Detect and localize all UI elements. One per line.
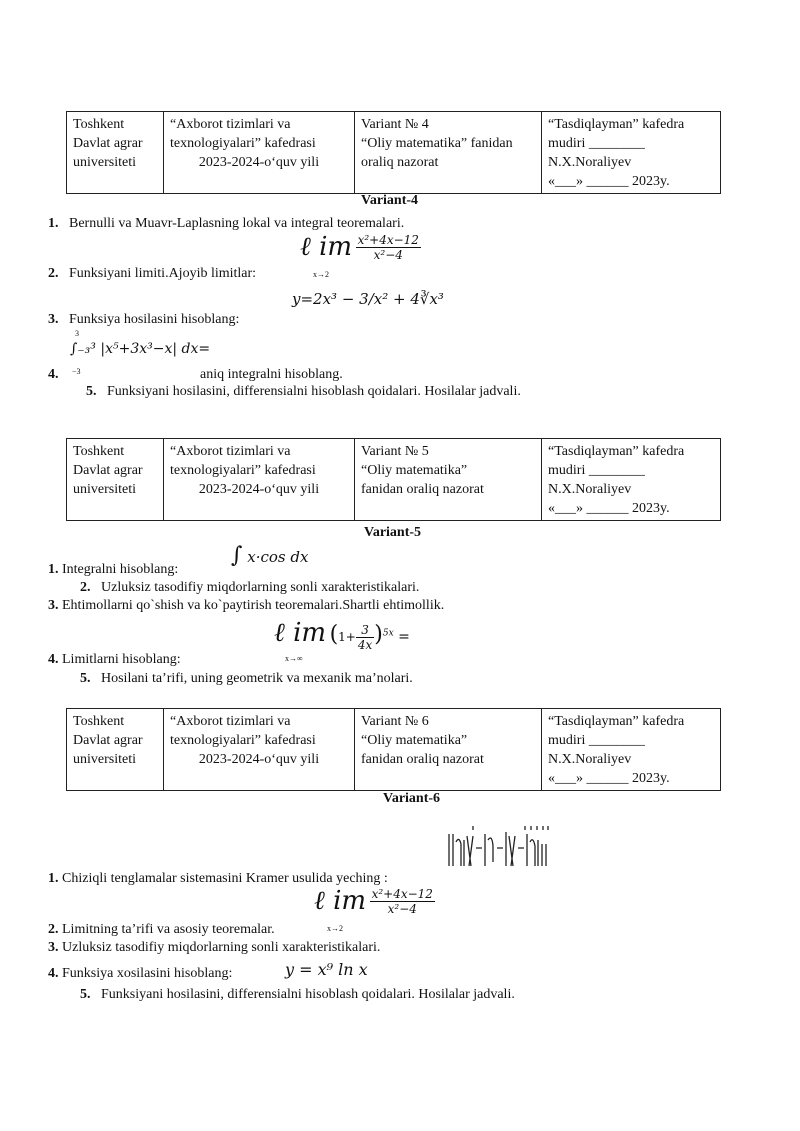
- department-line: texnologiyalari” kafedrasi: [170, 733, 316, 748]
- department-line: 2023-2024-o‘quv yili: [198, 752, 320, 767]
- approval-line: “Tasdiqlayman” kafedra: [548, 117, 685, 132]
- university-line: universiteti: [73, 482, 136, 497]
- university-line: universiteti: [73, 752, 136, 767]
- header-table-variant5: [66, 438, 721, 521]
- limit-formula: ℓ im $\frac{\text{x²+4x−12}}{\text{x²−4}}$: [300, 232, 419, 263]
- question-text: Uzluksiz tasodifiy miqdorlarning sonli xarakteristikalari.: [62, 940, 381, 955]
- derivative-formula: y=2x³ − 3/x² + 4∛x³: [292, 290, 444, 308]
- department-line: 2023-2024-o‘quv yili: [198, 482, 320, 497]
- variant-line: fanidan oraliq nazorat: [361, 752, 484, 767]
- fraction-denominator: 4x: [357, 638, 373, 653]
- limit-subscript: x→∞: [285, 654, 303, 663]
- question-number: 2.: [48, 266, 59, 281]
- university-line: Davlat agrar: [73, 733, 143, 748]
- approval-line: «___» ______ 2023y.: [548, 174, 670, 189]
- university-line: Toshkent: [73, 714, 125, 729]
- approval-line: N.X.Noraliyev: [548, 752, 632, 767]
- question-number: 5.: [80, 671, 91, 686]
- definite-integral-formula: ∫₋₃³ |x⁵+3x³−x| dx=: [70, 341, 211, 357]
- approval-line: «___» ______ 2023y.: [548, 771, 670, 786]
- fraction-denominator: x²−4: [387, 902, 417, 917]
- question-text: Integralni hisoblang:: [62, 562, 179, 577]
- question-number: 2.: [80, 580, 91, 595]
- integrand: x·cos dx: [247, 548, 309, 566]
- question-1: [48, 562, 178, 578]
- university-line: Davlat agrar: [73, 463, 143, 478]
- question-text: Chiziqli tenglamalar sistemasini Kramer usulida yeching :: [62, 871, 388, 886]
- university-cell: [67, 112, 164, 194]
- question-text: Uzluksiz tasodifiy miqdorlarning sonli xarakteristikalari.: [101, 580, 420, 595]
- question-number: 1.: [48, 562, 59, 577]
- integral-lower-limit: −3: [72, 367, 81, 376]
- question-4-text: aniq integralni hisoblang.: [200, 367, 343, 382]
- question-number: 2.: [48, 922, 59, 937]
- question-4: [48, 367, 59, 383]
- question-3: [48, 598, 444, 614]
- approval-line: «___» ______ 2023y.: [548, 501, 670, 516]
- university-line: universiteti: [73, 155, 136, 170]
- question-number: 3.: [48, 312, 59, 327]
- university-line: Toshkent: [73, 117, 125, 132]
- variant-title: Variant-4: [361, 193, 419, 208]
- question-number: 3.: [48, 940, 59, 955]
- question-text: Funksiyani limiti.Ajoyib limitlar:: [69, 266, 257, 281]
- question-2: [80, 580, 419, 596]
- question-text: Limitning ta’rifi va asosiy teoremalar.: [62, 922, 275, 937]
- fraction-numerator: x²+4x−12: [357, 233, 419, 248]
- question-1: [48, 216, 404, 232]
- question-2: [48, 266, 256, 282]
- indefinite-integral-formula: ∫ x·cos dx: [231, 543, 309, 568]
- approval-line: “Tasdiqlayman” kafedra: [548, 444, 685, 459]
- variant-cell: [355, 709, 542, 791]
- university-line: Toshkent: [73, 444, 125, 459]
- department-line: texnologiyalari” kafedrasi: [170, 136, 316, 151]
- question-number: 3.: [48, 598, 59, 613]
- question-text: Bernulli va Muavr-Laplasning lokal va integral teoremalari.: [69, 216, 405, 231]
- department-line: 2023-2024-o‘quv yili: [198, 155, 320, 170]
- question-3: [48, 312, 239, 328]
- question-3: [48, 940, 380, 956]
- limit-formula: ℓ im (1+ $\frac{3}{4x}$ )$^{5x}$ =: [274, 618, 410, 653]
- approval-cell: [542, 439, 721, 521]
- variant-line: Variant № 5: [361, 444, 429, 459]
- variant-cell: [355, 439, 542, 521]
- question-number: 4.: [48, 966, 59, 981]
- header-table-variant4: [66, 111, 721, 194]
- fraction-numerator: 3: [356, 623, 374, 638]
- question-text: Funksiya hosilasini hisoblang:: [69, 312, 240, 327]
- variant-line: Variant № 6: [361, 714, 429, 729]
- integral-upper-limit: 3: [75, 329, 79, 338]
- limit-subscript: x→2: [313, 270, 329, 279]
- question-text: Ehtimollarni qo`shish va ko`paytirish teoremalari.Shartli ehtimollik.: [62, 598, 445, 613]
- question-text: Funksiyani hosilasini, differensialni hisoblash qoidalari. Hosilalar jadvali.: [107, 384, 521, 399]
- question-5: [80, 987, 515, 1003]
- variant-line: “Oliy matematika” fanidan: [361, 136, 513, 151]
- variant-line: fanidan oraliq nazorat: [361, 482, 484, 497]
- university-cell: [67, 439, 164, 521]
- question-number: 5.: [86, 384, 97, 399]
- approval-line: mudiri ________: [548, 733, 645, 748]
- question-1: [48, 871, 388, 887]
- question-number: 5.: [80, 987, 91, 1002]
- equation-system-image: [447, 822, 551, 872]
- variant-title: Variant-5: [364, 525, 422, 540]
- department-line: “Axborot tizimlari va: [170, 117, 291, 132]
- question-5: [86, 384, 521, 400]
- approval-line: mudiri ________: [548, 463, 645, 478]
- question-4: [48, 652, 181, 668]
- university-cell: [67, 709, 164, 791]
- variant-line: “Oliy matematika”: [361, 733, 468, 748]
- question-number: 1.: [48, 871, 59, 886]
- question-text: Funksiyani hosilasini, differensialni hisoblash qoidalari. Hosilalar jadvali.: [101, 987, 515, 1002]
- department-line: “Axborot tizimlari va: [170, 714, 291, 729]
- variant-line: “Oliy matematika”: [361, 463, 468, 478]
- question-2: [48, 922, 275, 938]
- exponent: 5x: [382, 628, 394, 639]
- question-number: 1.: [48, 216, 59, 231]
- question-text: Funksiya xosilasini hisoblang:: [62, 966, 233, 981]
- department-cell: [164, 439, 355, 521]
- question-number: 4.: [48, 367, 59, 382]
- fraction-denominator: x²−4: [373, 248, 403, 263]
- university-line: Davlat agrar: [73, 136, 143, 151]
- question-4: [48, 966, 232, 982]
- variant-cell: [355, 112, 542, 194]
- department-line: “Axborot tizimlari va: [170, 444, 291, 459]
- approval-line: “Tasdiqlayman” kafedra: [548, 714, 685, 729]
- question-text: Hosilani ta’rifi, uning geometrik va mexanik ma’nolari.: [101, 671, 413, 686]
- question-number: 4.: [48, 652, 59, 667]
- department-cell: [164, 112, 355, 194]
- function-formula: y = x⁹ ln x: [285, 960, 368, 979]
- approval-cell: [542, 709, 721, 791]
- limit-subscript: x→2: [327, 924, 343, 933]
- approval-line: mudiri ________: [548, 136, 645, 151]
- question-text: Limitlarni hisoblang:: [62, 652, 181, 667]
- department-line: texnologiyalari” kafedrasi: [170, 463, 316, 478]
- header-table-variant6: [66, 708, 721, 791]
- approval-line: N.X.Noraliyev: [548, 155, 632, 170]
- variant-line: Variant № 4: [361, 117, 429, 132]
- approval-cell: [542, 112, 721, 194]
- limit-formula: ℓ im $\frac{\text{x²+4x−12}}{\text{x²−4}}$: [314, 886, 433, 917]
- question-5: [80, 671, 413, 687]
- variant-line: oraliq nazorat: [361, 155, 439, 170]
- variant-title: Variant-6: [383, 791, 441, 806]
- approval-line: N.X.Noraliyev: [548, 482, 632, 497]
- fraction-numerator: x²+4x−12: [371, 887, 433, 902]
- department-cell: [164, 709, 355, 791]
